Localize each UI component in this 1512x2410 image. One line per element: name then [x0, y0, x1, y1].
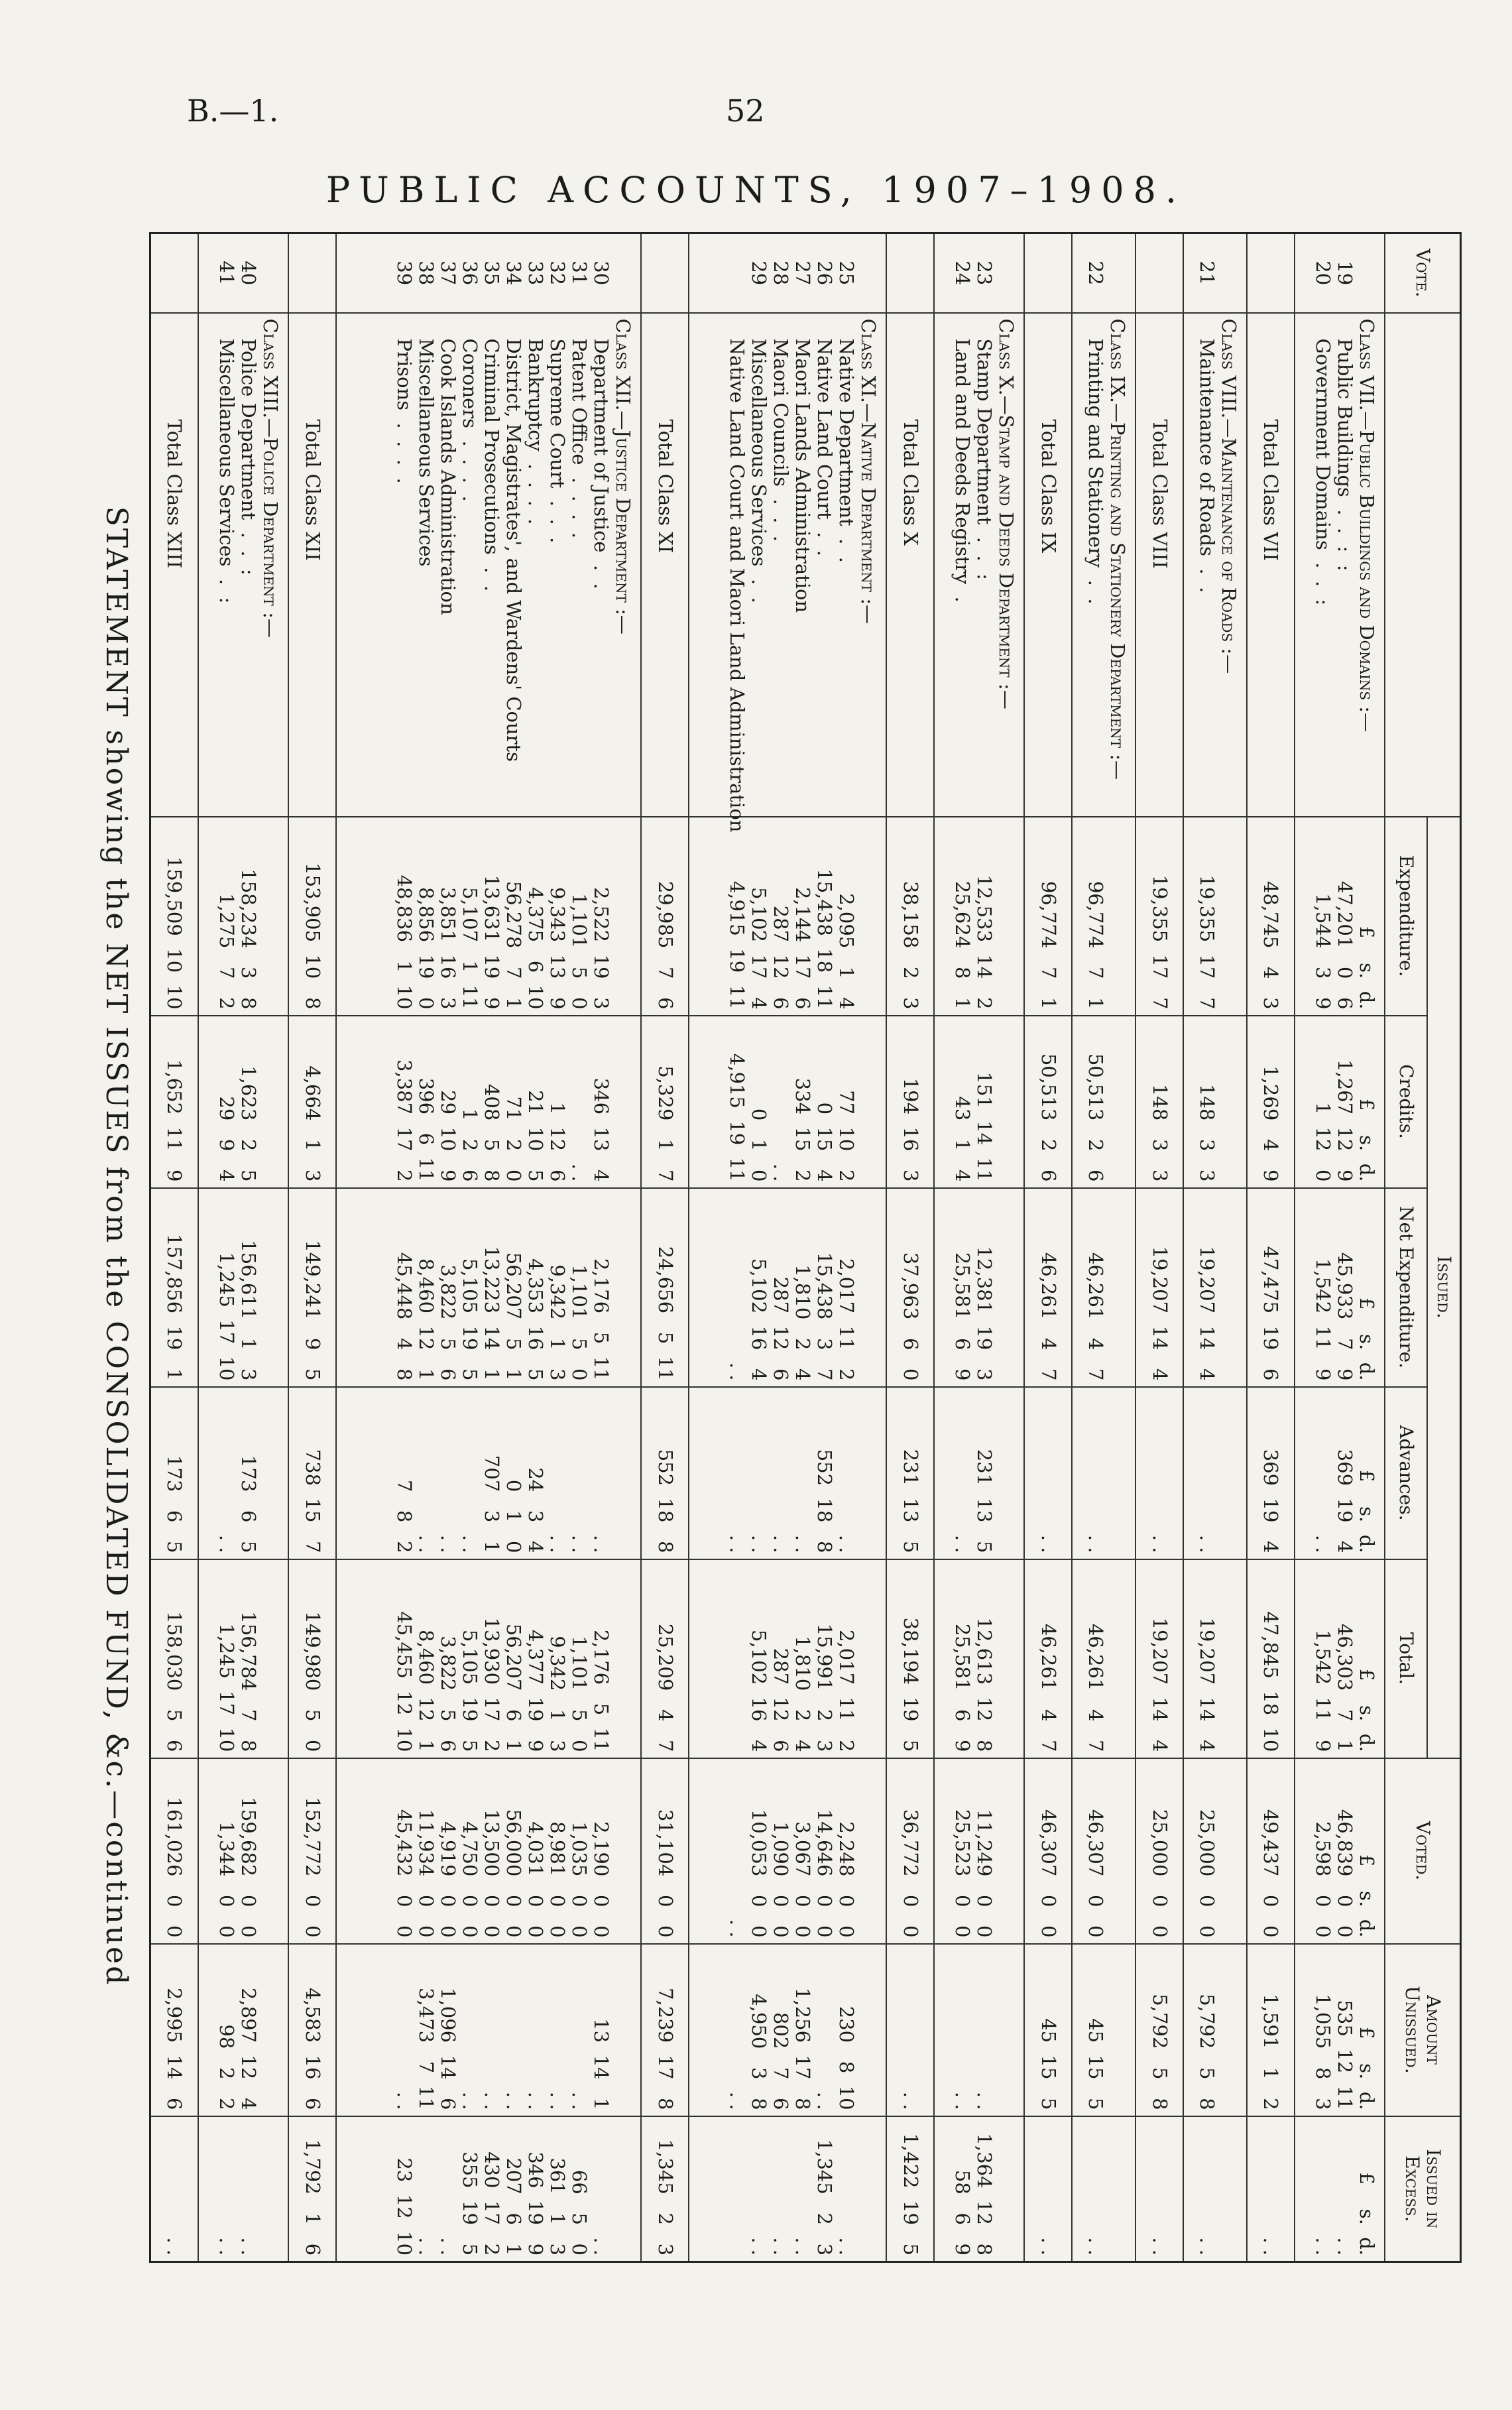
- unissued-amounts: . . . .: [951, 2091, 996, 2110]
- vote-number-list: 30 31 32 33 34 35 36 37 38 39: [393, 261, 613, 286]
- total-values: [198, 1559, 288, 1758]
- class-description: [934, 313, 1024, 817]
- net-expenditure-amounts: 156,611 1 3 1,245 17 10: [215, 1240, 261, 1381]
- class-title: Class X.—Stamp and Deeds Department :—: [995, 318, 1018, 709]
- unissued-amounts: 535 12 11 1,055 8 3: [1312, 1994, 1356, 2110]
- voted-amounts: 2,190 0 0 1,035 0 0 8,981 0 0 4,031 0 0 56,000 0 0 13,500 0 0 4,750 0 0 4,919 0 0 11,934 0 0 45,432 0 0: [393, 1809, 613, 1938]
- net-expenditure-total: 47,475 19 6: [1247, 1188, 1295, 1387]
- excess-amounts: . . . .: [215, 2237, 261, 2256]
- total-label: Total Class X: [886, 313, 934, 817]
- unissued-values: [689, 1944, 886, 2116]
- net-expenditure-amounts: 12,381 19 3 25,581 6 9: [951, 1246, 996, 1381]
- vote-numbers: [1295, 233, 1385, 313]
- vote-number-list: 23 24: [951, 261, 996, 286]
- class-total-row: [886, 233, 934, 2262]
- credits-total: 50,513 2 6: [1025, 1016, 1073, 1188]
- empty-cell: [886, 233, 934, 313]
- net-expenditure-amounts: 45,933 7 9 1,542 11 9: [1312, 1252, 1356, 1381]
- expenditure-amounts: 2,522 19 3 1,101 5 0 9,343 13 9 4,375 6 10 56,278 7 1 13,631 19 9 5,107 1 11 3,851 16 3 8,856 19 0 48,836 1 10: [393, 874, 613, 1010]
- credits-total: 1,652 11 9: [150, 1016, 199, 1188]
- excess-total: . .: [1247, 2116, 1295, 2262]
- expenditure-values: [1073, 817, 1136, 1016]
- excess-total: 1,345 2 3: [641, 2116, 689, 2262]
- vote-items: Stamp Department . . : Land and Deeds Registry .: [951, 338, 996, 603]
- voted-amounts: 46,307 0 0: [1084, 1809, 1108, 1938]
- expenditure-total: 48,745 4 3: [1247, 817, 1295, 1016]
- net-expenditure-total: 19,207 14 4: [1135, 1188, 1183, 1387]
- empty-cell: [641, 233, 689, 313]
- class-description: [1073, 313, 1136, 817]
- expenditure-total: 96,774 7 1: [1025, 817, 1073, 1016]
- credits-values: [1295, 1016, 1385, 1188]
- excess-values: [1183, 2116, 1247, 2262]
- unissued-amounts: 5,792 5 8: [1195, 1994, 1218, 2110]
- vote-items: Printing and Stationery . .: [1084, 338, 1108, 605]
- class-total-row: [1135, 233, 1183, 2262]
- vote-items: Public Buildings . . : : Government Domains . . :: [1312, 338, 1356, 606]
- vote-numbers: [1183, 233, 1247, 313]
- excess-amounts: . .: [1195, 2231, 1218, 2256]
- vote-numbers: [198, 233, 288, 313]
- unissued-values: [198, 1944, 288, 2116]
- advances-amounts: . .: [1195, 1528, 1218, 1553]
- net-expenditure-amounts: 19,207 14 4: [1195, 1246, 1218, 1381]
- credits-values: [934, 1016, 1024, 1188]
- unissued-values: [1183, 1944, 1247, 2116]
- net-expenditure-values: [1183, 1188, 1247, 1387]
- expenditure-header: Expenditure.: [1385, 817, 1427, 1016]
- excess-values: [689, 2116, 886, 2262]
- advances-amounts: . . . . . . 24 3 4 0 1 0 707 3 1 . . . . . . 7 8 2: [393, 1455, 613, 1553]
- voted-total: 161,026 0 0: [150, 1758, 199, 1944]
- total-amounts: 2,176 5 11 1,101 5 0 9,342 1 3 4,377 19 9 56,207 6 1 13,930 17 2 5,105 19 5 3,822 5 6 8,460 12 1 45,455 12 10: [393, 1611, 613, 1752]
- class-description: [336, 313, 641, 817]
- unissued-total: 4,583 16 6: [288, 1944, 336, 2116]
- expenditure-values: [336, 817, 641, 1016]
- advances-values: [1073, 1387, 1136, 1559]
- expenditure-total: 38,158 2 3: [886, 817, 934, 1016]
- vote-header: Vote.: [1385, 233, 1461, 313]
- net-expenditure-values: [198, 1188, 288, 1387]
- voted-amounts: 2,248 0 0 14,646 0 0 3,067 0 0 1,090 0 0 10,053 0 0 . .: [726, 1809, 858, 1938]
- class-title: Class XI.—Native Department :—: [857, 318, 880, 625]
- total-amounts: 46,303 7 1 1,542 11 9: [1312, 1623, 1356, 1752]
- advances-total: 173 6 5: [150, 1387, 199, 1559]
- unissued-total: . .: [886, 1944, 934, 2116]
- issued-header: Issued.: [1427, 817, 1461, 1758]
- net-expenditure-total: 46,261 4 7: [1025, 1188, 1073, 1387]
- advances-amounts: . .: [1084, 1528, 1108, 1553]
- credits-total: 5,329 1 7: [641, 1016, 689, 1188]
- class-row: [1073, 233, 1136, 2262]
- excess-total: . .: [1025, 2116, 1073, 2262]
- class-row: [689, 233, 886, 2262]
- unissued-total: 2,995 14 6: [150, 1944, 199, 2116]
- voted-header: Voted.: [1385, 1758, 1461, 1944]
- unissued-values: [934, 1944, 1024, 2116]
- unissued-total: 5,792 5 8: [1135, 1944, 1183, 2116]
- net-expenditure-amounts: 2,176 5 11 1,101 5 0 9,342 1 3 4,353 16 5 56,207 5 1 13,223 14 1 5,105 19 5 3,822 5 6 8,460 12 1 45,448 4 8: [393, 1246, 613, 1381]
- advances-values: [198, 1387, 288, 1559]
- class-title: Class VIII.—Maintenance of Roads :—: [1217, 318, 1240, 674]
- expenditure-amounts: 158,234 3 8 1,275 7 2: [215, 869, 261, 1010]
- voted-amounts: 46,839 0 0 2,598 0 0: [1312, 1809, 1356, 1938]
- net-issues-table: [149, 232, 1462, 2263]
- excess-amounts: . . 66 5 0 361 1 3 346 19 9 207 6 1 430 17 2 355 19 5 . . . . 23 12 10: [393, 2151, 613, 2256]
- class-row: [1295, 233, 1385, 2262]
- total-total: 25,209 4 7: [641, 1559, 689, 1758]
- expenditure-amounts: 47,201 0 6 1,544 3 9: [1312, 880, 1356, 1010]
- unissued-values: [1073, 1944, 1136, 2116]
- credits-amounts: 151 14 11 43 1 4: [951, 1071, 996, 1182]
- voted-values: [336, 1758, 641, 1944]
- total-values: [934, 1559, 1024, 1758]
- lsd-units: £ s. d.: [1356, 1469, 1378, 1553]
- excess-amounts: . . . .: [1312, 2237, 1356, 2256]
- advances-total: 552 18 8: [641, 1387, 689, 1559]
- credits-amounts: 346 13 4 . . 1 12 6 21 10 5 71 2 0 408 5 8 1 2 6 29 10 9 396 6 11 3,387 17 2: [393, 1059, 613, 1182]
- class-row: [934, 233, 1024, 2262]
- expenditure-values: [1295, 817, 1385, 1016]
- credits-header: Credits.: [1385, 1016, 1427, 1188]
- advances-amounts: . . 552 18 8 . . . . . . . .: [726, 1449, 858, 1553]
- total-values: [1295, 1559, 1385, 1758]
- credits-values: [689, 1016, 886, 1188]
- class-total-row: [288, 233, 336, 2262]
- total-label: Total Class XIII: [150, 313, 199, 817]
- voted-amounts: 159,682 0 0 1,344 0 0: [215, 1797, 261, 1938]
- excess-amounts: . .: [1084, 2231, 1108, 2256]
- description-header: [1385, 313, 1461, 817]
- advances-amounts: 173 6 5 . .: [215, 1455, 261, 1553]
- total-total: 158,030 5 6: [150, 1559, 199, 1758]
- voted-total: 36,772 0 0: [886, 1758, 934, 1944]
- net-expenditure-values: [1073, 1188, 1136, 1387]
- net-expenditure-total: 149,241 9 5: [288, 1188, 336, 1387]
- class-description: [198, 313, 288, 817]
- net-expenditure-amounts: 2,017 11 2 15,438 3 7 1,810 2 4 287 12 6 5,102 16 4 . .: [726, 1252, 858, 1381]
- total-amounts: 156,784 7 8 1,245 17 10: [215, 1611, 261, 1752]
- total-label: Total Class VII: [1247, 313, 1295, 817]
- advances-values: [1183, 1387, 1247, 1559]
- total-header: Total.: [1385, 1559, 1427, 1758]
- excess-values: [336, 2116, 641, 2262]
- total-label: Total Class VIII: [1135, 313, 1183, 817]
- vote-items: Police Department . . : Miscellaneous Services . :: [215, 338, 261, 604]
- total-amounts: 46,261 4 7: [1084, 1623, 1108, 1752]
- advances-values: [934, 1387, 1024, 1559]
- advances-amounts: 369 19 4 . .: [1312, 1449, 1356, 1553]
- page-number: 52: [726, 93, 765, 129]
- class-title: Class IX.—Printing and Stationery Department :—: [1106, 318, 1130, 780]
- excess-values: [1295, 2116, 1385, 2262]
- class-title: Class VII.—Public Buildings and Domains :—: [1356, 318, 1378, 733]
- unissued-total: 1,591 1 2: [1247, 1944, 1295, 2116]
- table-body: [150, 233, 1385, 2262]
- unissued-total: 7,239 17 8: [641, 1944, 689, 2116]
- voted-values: [198, 1758, 288, 1944]
- expenditure-total: 19,355 17 7: [1135, 817, 1183, 1016]
- excess-header: Issued in Excess.: [1385, 2116, 1461, 2262]
- class-description: [689, 313, 886, 833]
- net-expenditure-values: [1295, 1188, 1385, 1387]
- vote-items: Department of Justice . . Patent Office . . . . Supreme Court . . . Bankruptcy . . . . District, Magistrates', and Wardens' Courts Criminal Prosecutions . . Coroners . . . . Cook Islands Administration Miscellaneous Services Prisons . . . .: [393, 338, 613, 762]
- lsd-units: £ s. d.: [1356, 1297, 1378, 1381]
- voted-total: 152,772 0 0: [288, 1758, 336, 1944]
- class-description: [1295, 313, 1385, 817]
- voted-values: [1295, 1758, 1385, 1944]
- vote-number-list: 22: [1084, 261, 1108, 286]
- empty-cell: [1247, 233, 1295, 313]
- excess-amounts: . . 1,345 2 3 . . . . . .: [748, 2139, 858, 2256]
- unissued-amounts: 230 8 10 . . 1,256 17 8 802 7 6 4,950 3 8 . .: [726, 1988, 858, 2110]
- voted-values: [934, 1758, 1024, 1944]
- advances-values: [336, 1387, 641, 1559]
- class-total-row: [1247, 233, 1295, 2262]
- expenditure-amounts: 19,355 17 7: [1195, 874, 1218, 1010]
- vote-number-list: 19 20: [1312, 261, 1356, 286]
- credits-total: 148 3 3: [1135, 1016, 1183, 1188]
- credits-values: [336, 1016, 641, 1188]
- class-row: [336, 233, 641, 2262]
- excess-amounts: 1,364 12 8 58 6 9: [951, 2133, 996, 2256]
- credits-amounts: 1,267 12 9 1 12 0: [1312, 1059, 1356, 1182]
- net-expenditure-total: 157,856 19 1: [150, 1188, 199, 1387]
- voted-values: [689, 1758, 886, 1944]
- voted-amounts: 25,000 0 0: [1195, 1809, 1218, 1938]
- credits-values: [1073, 1016, 1136, 1188]
- expenditure-total: 153,905 10 8: [288, 817, 336, 1016]
- total-amounts: 2,017 11 2 15,991 2 3 1,810 2 4 287 12 6 5,102 16 4: [748, 1623, 858, 1752]
- excess-values: [1073, 2116, 1136, 2262]
- vote-number-list: 21: [1195, 261, 1218, 286]
- voted-values: [1073, 1758, 1136, 1944]
- credits-amounts: 1,623 2 5 29 9 4: [215, 1065, 261, 1182]
- class-total-row: [641, 233, 689, 2262]
- net-expenditure-total: 24,656 5 11: [641, 1188, 689, 1387]
- excess-total: . .: [1135, 2116, 1183, 2262]
- voted-total: 25,000 0 0: [1135, 1758, 1183, 1944]
- credits-values: [198, 1016, 288, 1188]
- class-description: [1183, 313, 1247, 817]
- net-expenditure-header: Net Expenditure.: [1385, 1188, 1427, 1387]
- total-amounts: 12,613 12 8 25,581 6 9: [951, 1617, 996, 1752]
- class-total-row: [150, 233, 199, 2262]
- excess-total: 1,792 1 6: [288, 2116, 336, 2262]
- net-expenditure-values: [689, 1188, 886, 1387]
- advances-total: 231 13 5: [886, 1387, 934, 1559]
- advances-header: Advances.: [1385, 1387, 1427, 1559]
- excess-total: 1,422 19 5: [886, 2116, 934, 2262]
- class-total-row: [1025, 233, 1073, 2262]
- page-title: PUBLIC ACCOUNTS, 1907–1908.: [325, 169, 1187, 211]
- net-expenditure-amounts: 46,261 4 7: [1084, 1252, 1108, 1381]
- unissued-amounts: 2,897 12 4 98 2 2: [215, 1988, 261, 2110]
- expenditure-amounts: 96,774 7 1: [1084, 880, 1108, 1010]
- total-values: [1073, 1559, 1136, 1758]
- total-label: Total Class IX: [1025, 313, 1073, 817]
- expenditure-total: 29,985 7 6: [641, 817, 689, 1016]
- vote-number-list: 40 41: [215, 261, 261, 286]
- lsd-units: £ s. d.: [1356, 926, 1378, 1010]
- advances-total: . .: [1025, 1387, 1073, 1559]
- vote-numbers: [1073, 233, 1136, 313]
- voted-amounts: 11,249 0 0 25,523 0 0: [951, 1809, 996, 1938]
- expenditure-total: 159,509 10 10: [150, 817, 199, 1016]
- rotated-statement: [89, 232, 1462, 2261]
- credits-amounts: 50,513 2 6: [1084, 1053, 1108, 1182]
- vote-items: Native Department . . Native Land Court . . Maori Lands Administration Maori Councils . . . Miscellaneous Services . . Native Land Court and Maori Land Administration: [726, 338, 858, 833]
- expenditure-amounts: 2,095 1 4 15,438 18 11 2,144 17 6 287 12 6 5,102 17 4 4,915 19 11: [726, 869, 858, 1010]
- lsd-units: £ s. d.: [1356, 1668, 1378, 1752]
- expenditure-values: [198, 817, 288, 1016]
- credits-total: 194 16 3: [886, 1016, 934, 1188]
- total-total: 46,261 4 7: [1025, 1559, 1073, 1758]
- class-title: Class XII.—Justice Department :—: [612, 318, 635, 634]
- statement-title: STATEMENT showing the NET ISSUES from the CONSOLIDATED FUND, &c.—continued: [99, 506, 133, 1987]
- total-total: 19,207 14 4: [1135, 1559, 1183, 1758]
- class-row: [1183, 233, 1247, 2262]
- total-values: [689, 1559, 886, 1758]
- voted-total: 49,437 0 0: [1247, 1758, 1295, 1944]
- lsd-units: £ s. d.: [1356, 1854, 1378, 1938]
- lsd-units: £ s. d.: [1356, 2026, 1378, 2110]
- advances-total: . .: [1135, 1387, 1183, 1559]
- excess-total: . .: [150, 2116, 199, 2262]
- unissued-values: [336, 1944, 641, 2116]
- voted-values: [1183, 1758, 1247, 1944]
- lsd-units: £ s. d.: [1356, 1098, 1378, 1182]
- empty-cell: [1025, 233, 1073, 313]
- excess-values: [934, 2116, 1024, 2262]
- unissued-total: 45 15 5: [1025, 1944, 1073, 2116]
- advances-total: 369 19 4: [1247, 1387, 1295, 1559]
- vote-number-list: 25 26 27 28 29: [748, 261, 858, 286]
- credits-total: 4,664 1 3: [288, 1016, 336, 1188]
- unissued-amounts: 13 14 1 . . . . . . . . . . . . 1,096 14 6 3,473 7 11 . .: [393, 1988, 613, 2110]
- advances-values: [689, 1387, 886, 1559]
- net-expenditure-total: 37,963 6 0: [886, 1188, 934, 1387]
- lsd-units: £ s. d.: [1356, 2172, 1378, 2256]
- unissued-values: [1295, 1944, 1385, 2116]
- expenditure-values: [689, 817, 886, 1016]
- excess-values: [198, 2116, 288, 2262]
- advances-total: 738 15 7: [288, 1387, 336, 1559]
- total-label: Total Class XII: [288, 313, 336, 817]
- expenditure-values: [934, 817, 1024, 1016]
- net-expenditure-values: [336, 1188, 641, 1387]
- voted-total: 31,104 0 0: [641, 1758, 689, 1944]
- voted-total: 46,307 0 0: [1025, 1758, 1073, 1944]
- vote-numbers: [934, 233, 1024, 313]
- empty-cell: [150, 233, 199, 313]
- total-amounts: 19,207 14 4: [1195, 1617, 1218, 1752]
- total-total: 47,845 18 10: [1247, 1559, 1295, 1758]
- empty-cell: [1135, 233, 1183, 313]
- credits-values: [1183, 1016, 1247, 1188]
- advances-values: [1295, 1387, 1385, 1559]
- credits-amounts: 148 3 3: [1195, 1083, 1218, 1182]
- advances-amounts: 231 13 5 . .: [951, 1449, 996, 1553]
- credits-total: 1,269 4 9: [1247, 1016, 1295, 1188]
- credits-amounts: 77 10 2 0 15 4 334 15 2 . . 0 1 0 4,915 19 11: [726, 1053, 858, 1182]
- net-expenditure-values: [934, 1188, 1024, 1387]
- total-label: Total Class XI: [641, 313, 689, 817]
- total-values: [1183, 1559, 1247, 1758]
- page-reference: B.—1.: [187, 93, 279, 129]
- class-row: [198, 233, 288, 2262]
- empty-cell: [288, 233, 336, 313]
- class-title: Class XIII.—Police Department :—: [259, 318, 282, 638]
- vote-items: Maintenance of Roads . .: [1195, 338, 1218, 593]
- total-total: 38,194 19 5: [886, 1559, 934, 1758]
- unissued-amounts: 45 15 5: [1084, 2018, 1108, 2110]
- vote-numbers: [336, 233, 641, 313]
- unissued-header: Amount Unissued.: [1385, 1944, 1461, 2116]
- total-values: [336, 1559, 641, 1758]
- vote-numbers: [689, 233, 886, 313]
- total-total: 149,980 5 0: [288, 1559, 336, 1758]
- expenditure-values: [1183, 817, 1247, 1016]
- expenditure-amounts: 12,533 14 2 25,624 8 1: [951, 874, 996, 1010]
